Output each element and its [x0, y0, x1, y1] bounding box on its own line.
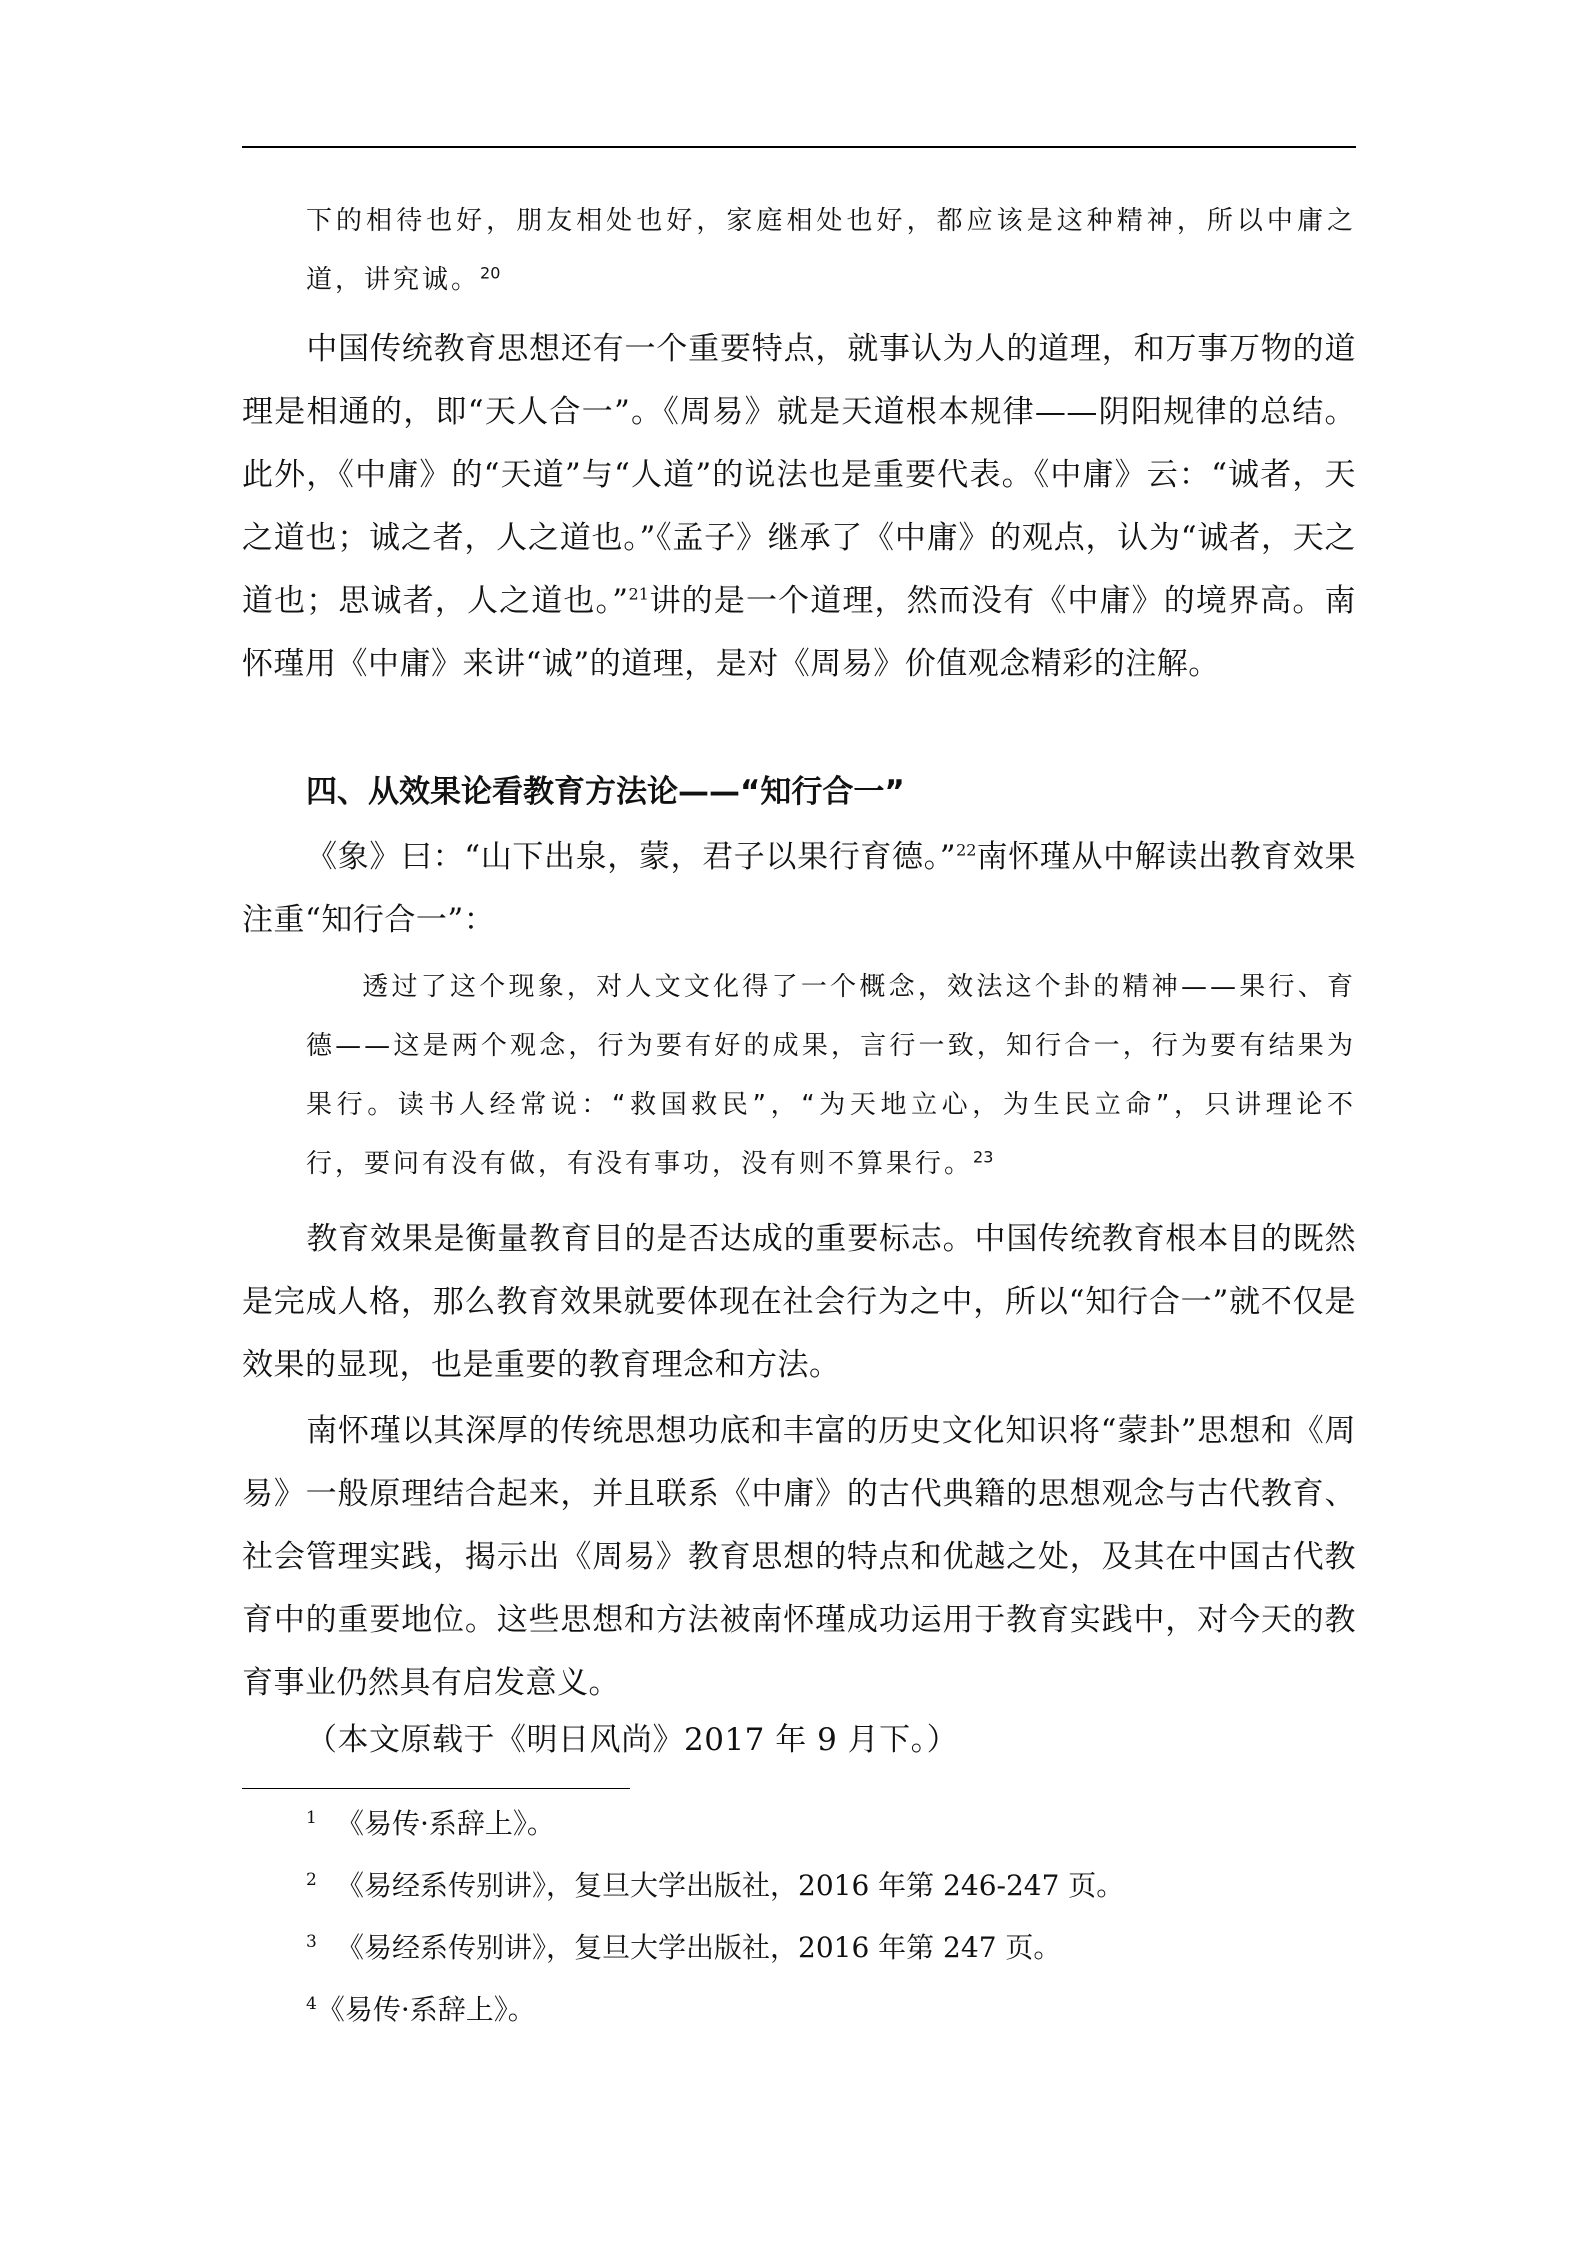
paragraph-jiaoyu-xiaoguo [242, 1208, 1356, 1397]
footnote-3: $^3$ 《易经系传别讲》，复旦大学出版社，2016 年第 247 页。 [306, 1931, 1062, 1964]
section-heading: 四、从效果论看教育方法论——“知行合一” [306, 774, 905, 810]
paragraph-xiang [242, 826, 1356, 952]
paragraph-text: 教育效果是衡量教育目的是否达成的重要标志。中国传统教育根本目的既然是完成人格，那么教育效果就要体现在社会行为之中，所以“知行合一”就不仅是效果的显现，也是重要的教育理念和方法。 [242, 1221, 1356, 1383]
footnote-separator [242, 1788, 630, 1789]
footnote-text: 《易传·系辞上》。 [316, 1993, 536, 2026]
footnote-ref-23[interactable]: 23 [973, 1147, 994, 1167]
footnote-ref-20[interactable]: 20 [480, 263, 501, 283]
paragraph-conclusion [242, 1400, 1356, 1715]
footnote-2: $^2$ 《易经系传别讲》，复旦大学出版社，2016 年第 246-247 页。 [306, 1869, 1125, 1902]
quote-text: 透过了这个现象，对人文文化得了一个概念，效法这个卦的精神——果行、育德——这是两个观念，行为要有好的成果，言行一致，知行合一，行为要有结果为果行。读书人经常说：“救国救民”，“为天地立心，为生民立命”，只讲理论不行，要问有没有做，有没有事功，没有则不算果行。 [306, 972, 1356, 1179]
source-note: （本文原载于《明日风尚》2017 年 9 月下。） [306, 1722, 959, 1758]
paragraph-text-continued: 讲的是一个道理，然而没有《中庸》的境界高。南怀瑾用《中庸》来讲“诚”的道理，是对《周易》价值观念精彩的注解。 [242, 583, 1356, 682]
paragraph-text: 《象》曰：“山下出泉，蒙，君子以果行育德。” [306, 839, 957, 875]
footnote-text: 《易经系传别讲》，复旦大学出版社，2016 年第 246-247 页。 [336, 1869, 1125, 1902]
footnote-text: 《易传·系辞上》。 [336, 1807, 555, 1840]
paragraph-tianren-heyi [242, 318, 1356, 696]
block-quote-top [306, 192, 1356, 310]
quote-top-text: 下的相待也好，朋友相处也好，家庭相处也好，都应该是这种精神，所以中庸之道，讲究诚。 [306, 206, 1356, 295]
paragraph-text: 中国传统教育思想还有一个重要特点，就事认为人的道理，和万事万物的道理是相通的，即“天人合一”。《周易》就是天道根本规律——阴阳规律的总结。此外，《中庸》的“天道”与“人道”的说法也是重要代表。《中庸》云：“诚者，天之道也；诚之者，人之道也。”《孟子》继承了《中庸》的观点，认为“诚者，天之道也；思诚者，人之道也。” [242, 331, 1356, 619]
footnote-ref-22[interactable]: 22 [956, 840, 977, 860]
paragraph-text-continued: 南怀瑾从中解读出教育效果注重“知行合一”： [242, 839, 1357, 938]
block-quote-guoxing [306, 958, 1356, 1194]
footnote-text: 《易经系传别讲》，复旦大学出版社，2016 年第 247 页。 [336, 1931, 1062, 1964]
footnote-4: $^4$《易传·系辞上》。 [306, 1993, 536, 2026]
footnote-1: $^1$ 《易传·系辞上》。 [306, 1807, 555, 1840]
header-rule [242, 146, 1356, 148]
footnote-ref-21[interactable]: 21 [628, 584, 649, 604]
paragraph-text: 南怀瑾以其深厚的传统思想功底和丰富的历史文化知识将“蒙卦”思想和《周易》一般原理结合起来，并且联系《中庸》的古代典籍的思想观念与古代教育、社会管理实践，揭示出《周易》教育思想的特点和优越之处，及其在中国古代教育中的重要地位。这些思想和方法被南怀瑾成功运用于教育实践中，对今天的教育事业仍然具有启发意义。 [242, 1413, 1356, 1701]
